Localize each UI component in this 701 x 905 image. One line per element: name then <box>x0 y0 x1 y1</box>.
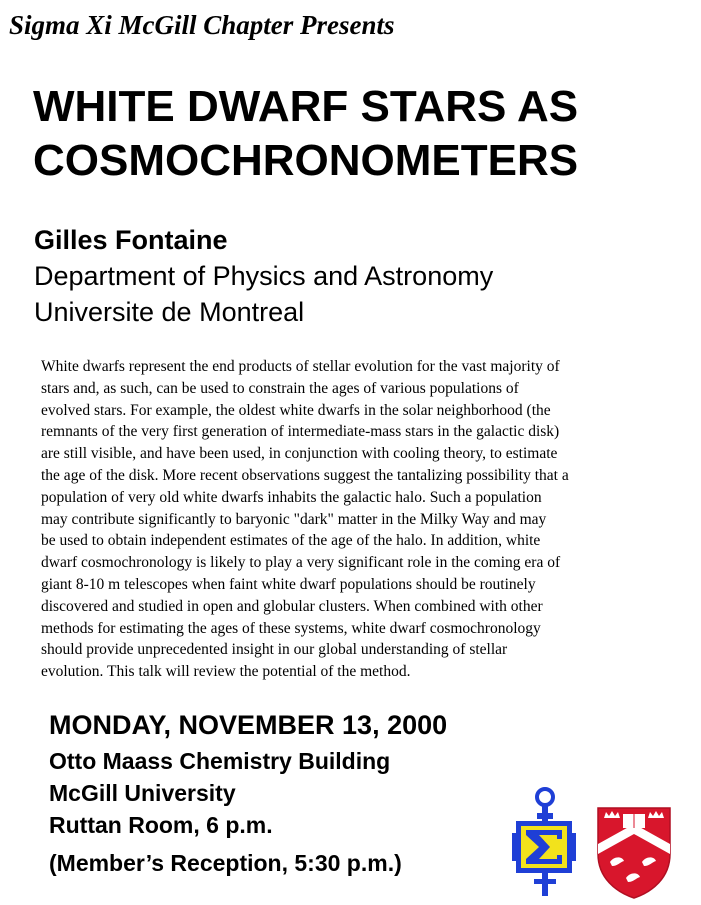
abstract <box>41 356 681 683</box>
speaker-name: Gilles Fontaine <box>34 225 228 255</box>
mcgill-crest-icon <box>596 806 672 900</box>
sigma-xi-emblem-icon <box>512 787 576 899</box>
speaker-block <box>34 222 493 330</box>
talk-title-line: WHITE DWARF STARS AS <box>33 82 579 131</box>
talk-title-line: COSMOCHRONOMETERS <box>33 136 579 185</box>
abstract-line: evolved stars. For example, the oldest white dwarfs in the solar neighborhood (the <box>41 401 551 419</box>
speaker-institution: Universite de Montreal <box>34 297 305 327</box>
abstract-line: discovered and studied in open and globular clusters. When combined with other <box>41 597 543 615</box>
talk-title <box>33 80 693 188</box>
event-room-time: Ruttan Room, 6 p.m. <box>49 812 273 838</box>
event-date: MONDAY, NOVEMBER 13, 2000 <box>49 710 448 740</box>
abstract-line: remnants of the very first generation of intermediate-mass stars in the galactic disk) <box>41 423 560 441</box>
abstract-line: methods for estimating the ages of these systems, white dwarf cosmochronology <box>41 619 541 637</box>
abstract-line: giant 8-10 m telescopes when faint white dwarf populations should be routinely <box>41 575 536 593</box>
abstract-line: should provide unprecedented insight in our global understanding of stellar <box>41 641 508 659</box>
abstract-line: population of very old white dwarfs inhabits the galactic halo. Such a population <box>41 488 542 506</box>
abstract-line: evolution. This talk will review the potential of the method. <box>41 663 411 681</box>
event-reception: (Member’s Reception, 5:30 p.m.) <box>49 850 402 876</box>
abstract-line: stars and, as such, can be used to constrain the ages of various populations of <box>41 379 519 397</box>
speaker-department: Department of Physics and Astronomy <box>34 261 494 291</box>
abstract-line: White dwarfs represent the end products of stellar evolution for the vast majority of <box>41 358 560 375</box>
abstract-line: be used to obtain independent estimates of the age of the halo. In addition, white <box>41 532 541 550</box>
abstract-line: the age of the disk. More recent observations suggest the tantalizing possibility that a <box>41 466 569 484</box>
event-building: Otto Maass Chemistry Building <box>49 748 391 774</box>
abstract-line: may contribute significantly to baryonic "dark" matter in the Milky Way and may <box>41 510 547 528</box>
event-details <box>49 705 447 879</box>
event-university: McGill University <box>49 780 236 806</box>
abstract-line: dwarf cosmochronology is likely to play a very significant role in the coming era of <box>41 554 561 572</box>
abstract-line: are still visible, and have been used, in conjunction with cooling theory, to estimate <box>41 445 558 463</box>
chapter-header: Sigma Xi McGill Chapter Presents <box>9 10 395 40</box>
